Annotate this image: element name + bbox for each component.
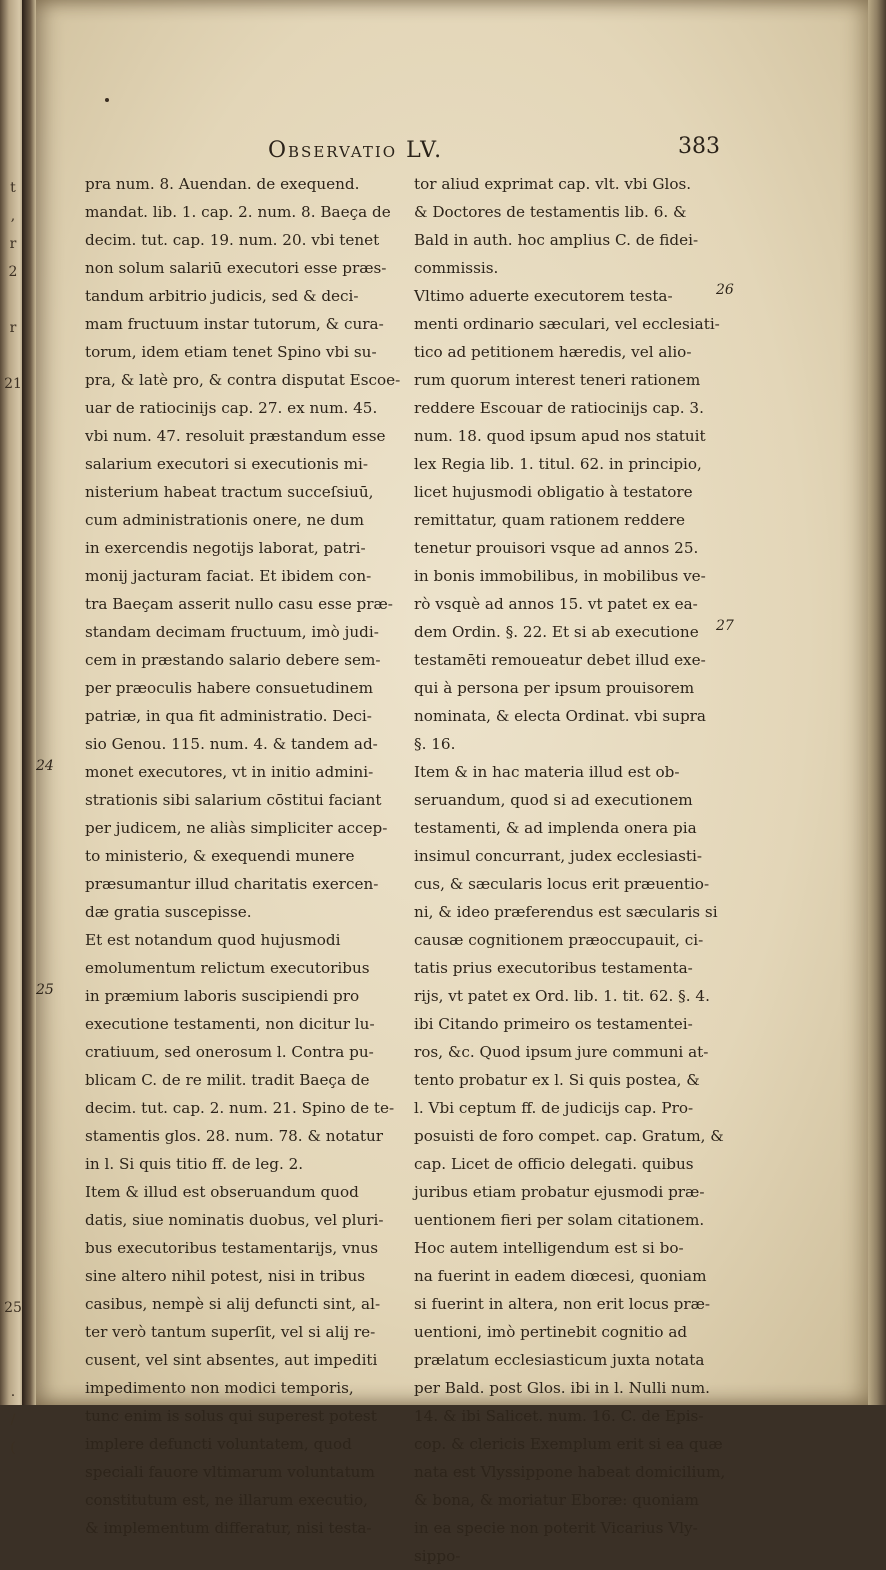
text-line: rijs, vt patet ex Ord. lib. 1. tit. 62. §. 4.: [414, 987, 710, 1005]
text-line: casibus, nempè si alij defuncti sint, al-: [85, 1295, 381, 1313]
text-line: executione testamenti, non dicitur lu-: [85, 1015, 375, 1033]
text-line: impedimento non modici temporis,: [85, 1379, 354, 1397]
text-line: testamenti, & ad implenda onera pia: [414, 819, 697, 837]
text-line: datis, siue nominatis duobus, vel pluri-: [85, 1211, 384, 1229]
text-line: sine altero nihil potest, nisi in tribus: [85, 1267, 366, 1285]
text-line: cum administrationis onere, ne dum: [85, 511, 365, 529]
text-line: ros, &c. Quod ipsum jure communi at-: [414, 1043, 709, 1061]
text-line: tra Baeçam asserit nullo casu esse præ-: [85, 595, 393, 613]
text-line: dæ gratia suscepisse.: [85, 903, 252, 921]
text-line: nata est Vlyssippone habeat domicilium,: [414, 1463, 726, 1481]
text-line: prælatum ecclesiasticum juxta notata: [414, 1351, 705, 1369]
text-line: ibi Citando primeiro os testamentei-: [414, 1015, 693, 1033]
text-line: l. Vbi ceptum ff. de judicijs cap. Pro-: [414, 1099, 694, 1117]
running-head: Observatio LV.: [268, 138, 444, 163]
text-line: nominata, & electa Ordinat. vbi supra: [414, 707, 706, 725]
text-line: cus, & sæcularis locus erit præuentio-: [414, 875, 710, 893]
text-line: pra num. 8. Auendan. de exequend.: [85, 175, 360, 193]
text-line: ni, & ideo præferendus est sæcularis si: [414, 903, 718, 921]
text-line: decim. tut. cap. 19. num. 20. vbi tenet: [85, 231, 380, 249]
text-line: tatis prius executoribus testamenta-: [414, 959, 693, 977]
text-line: constitutum est, ne illarum executio,: [85, 1491, 368, 1509]
text-line: non solum salariū executori esse præs-: [85, 259, 387, 277]
text-line: in exercendis negotijs laborat, patri-: [85, 539, 366, 557]
text-line: ter verò tantum superſit, vel si alij re-: [85, 1323, 376, 1341]
facing-page-mark: 2: [8, 264, 18, 280]
text-line: lex Regia lib. 1. titul. 62. in principio,: [414, 455, 702, 473]
page-number: 383: [678, 134, 720, 159]
text-line: seruandum, quod si ad executionem: [414, 791, 693, 809]
text-line: 14. & ibi Salicet. num. 16. C. de Epis-: [414, 1407, 704, 1425]
right-text-column: [414, 170, 740, 1570]
text-line: tento probatur ex l. Si quis postea, &: [414, 1071, 700, 1089]
text-line: cusent, vel sint absentes, aut impediti: [85, 1351, 378, 1369]
text-line: nisterium habeat tractum succeſsiuū,: [85, 483, 374, 501]
left-text-column: [85, 170, 401, 1542]
facing-page-mark: (: [10, 1440, 16, 1456]
text-line: si fuerint in altera, non erit locus præ-: [414, 1295, 711, 1313]
text-line: vbi num. 47. resoluit præstandum esse: [85, 427, 386, 445]
text-line: cap. Licet de officio delegati. quibus: [414, 1155, 694, 1173]
text-line: rum quorum interest teneri rationem: [414, 371, 701, 389]
book-page: [30, 0, 870, 1565]
text-line: per Bald. post Glos. ibi in l. Nulli num.: [414, 1379, 710, 1397]
text-line: uentioni, imò pertinebit cognitio ad: [414, 1323, 688, 1341]
text-line: per judicem, ne aliàs simpliciter accep-: [85, 819, 388, 837]
text-line: tenetur prouisori vsque ad annos 25.: [414, 539, 699, 557]
text-line: menti ordinario sæculari, vel ecclesiati-: [414, 315, 720, 333]
text-line: blicam C. de re milit. tradit Baeça de: [85, 1071, 370, 1089]
book-gutter: [22, 0, 36, 1405]
text-line: dem Ordin. §. 22. Et si ab executione: [414, 623, 699, 641]
text-line: tico ad petitionem hæredis, vel alio-: [414, 343, 692, 361]
text-line: mandat. lib. 1. cap. 2. num. 8. Baeça de: [85, 203, 391, 221]
text-line: bus executoribus testamentarijs, vnus: [85, 1239, 379, 1257]
text-line: torum, idem etiam tenet Spino vbi su-: [85, 343, 377, 361]
text-line: qui à persona per ipsum prouisorem: [414, 679, 695, 697]
text-line: sippo-: [414, 1547, 461, 1565]
text-line: in præmium laboris suscipiendi pro: [85, 987, 360, 1005]
facing-page-mark: /: [10, 1412, 16, 1428]
text-line: speciali fauore vltimarum voluntatum: [85, 1463, 375, 1481]
text-line: patriæ, in qua fit administratio. Deci-: [85, 707, 372, 725]
text-line: to ministerio, & exequendi munere: [85, 847, 355, 865]
text-line: insimul concurrant, judex ecclesiasti-: [414, 847, 703, 865]
text-line: §. 16.: [414, 735, 456, 753]
text-line: stamentis glos. 28. num. 78. & notatur: [85, 1127, 384, 1145]
text-line: mam fructuum instar tutorum, & cura-: [85, 315, 384, 333]
ink-speck: [105, 98, 109, 102]
text-line: Hoc autem intelligendum est si bo-: [414, 1239, 684, 1257]
text-line: tor aliud exprimat cap. vlt. vbi Glos.: [414, 175, 692, 193]
facing-page-mark: t: [10, 180, 16, 196]
facing-page-mark: .: [10, 1384, 16, 1400]
text-line: na fuerint in eadem diœcesi, quoniam: [414, 1267, 707, 1285]
text-line: uentionem fieri per solam citationem.: [414, 1211, 705, 1229]
text-line: Vltimo aduerte executorem testa-: [414, 287, 673, 305]
text-line: monij jacturam faciat. Et ibidem con-: [85, 567, 372, 585]
text-line: testamēti remoueatur debet illud exe-: [414, 651, 706, 669]
facing-page-mark: 25: [4, 1300, 22, 1316]
text-line: & Doctores de testamentis lib. 6. &: [414, 203, 687, 221]
text-line: uar de ratiocinijs cap. 27. ex num. 45.: [85, 399, 378, 417]
text-line: sio Genou. 115. num. 4. & tandem ad-: [85, 735, 378, 753]
text-line: cem in præstando salario debere sem-: [85, 651, 381, 669]
text-line: Et est notandum quod hujusmodi: [85, 931, 341, 949]
page-edge: [868, 0, 886, 1405]
margin-number: 27: [716, 618, 734, 634]
margin-number: 26: [716, 282, 734, 298]
text-line: decim. tut. cap. 2. num. 21. Spino de te-: [85, 1099, 395, 1117]
text-line: Item & in hac materia illud est ob-: [414, 763, 680, 781]
text-line: reddere Escouar de ratiocinijs cap. 3.: [414, 399, 704, 417]
text-line: tunc enim is solus qui superest potest: [85, 1407, 377, 1425]
text-line: rò vsquè ad annos 15. vt patet ex ea-: [414, 595, 698, 613]
text-line: & implementum differatur, nisi testa-: [85, 1519, 372, 1537]
text-line: præsumantur illud charitatis exercen-: [85, 875, 379, 893]
text-line: posuisti de foro compet. cap. Gratum, &: [414, 1127, 724, 1145]
text-line: standam decimam fructuum, imò judi-: [85, 623, 379, 641]
text-line: cratiuum, sed onerosum l. Contra pu-: [85, 1043, 374, 1061]
text-line: causæ cognitionem præoccupauit, ci-: [414, 931, 704, 949]
text-line: juribus etiam probatur ejusmodi præ-: [414, 1183, 705, 1201]
text-line: salarium executori si executionis mi-: [85, 455, 368, 473]
text-line: commissis.: [414, 259, 499, 277]
text-line: tandum arbitrio judicis, sed & deci-: [85, 287, 359, 305]
text-line: num. 18. quod ipsum apud nos statuit: [414, 427, 706, 445]
text-line: & bona, & moriatur Eboræ: quoniam: [414, 1491, 699, 1509]
text-line: in ea specie non poterit Vicarius Vly-: [414, 1519, 698, 1537]
text-line: Bald in auth. hoc amplius C. de fidei-: [414, 231, 699, 249]
text-line: strationis sibi salarium cōstitui faciant: [85, 791, 382, 809]
text-line: monet executores, vt in initio admini-: [85, 763, 374, 781]
text-line: in bonis immobilibus, in mobilibus ve-: [414, 567, 706, 585]
margin-number: 25: [36, 982, 54, 998]
text-line: in l. Si quis titio ff. de leg. 2.: [85, 1155, 304, 1173]
facing-page-mark: 21: [4, 376, 22, 392]
margin-number: 24: [36, 758, 54, 774]
text-line: remittatur, quam rationem reddere: [414, 511, 686, 529]
text-line: pra, & latè pro, & contra disputat Escoe-: [85, 371, 401, 389]
facing-page-mark: r: [9, 236, 17, 252]
text-line: cop. & clericis Exemplum erit si ea quæ: [414, 1435, 723, 1453]
facing-page-mark: ,: [10, 208, 16, 224]
text-line: implere defuncti voluntatem, quod: [85, 1435, 352, 1453]
text-line: emolumentum relictum executoribus: [85, 959, 370, 977]
text-line: per præoculis habere consuetudinem: [85, 679, 374, 697]
text-line: Item & illud est obseruandum quod: [85, 1183, 359, 1201]
facing-page-mark: r: [9, 320, 17, 336]
text-line: licet hujusmodi obligatio à testatore: [414, 483, 693, 501]
